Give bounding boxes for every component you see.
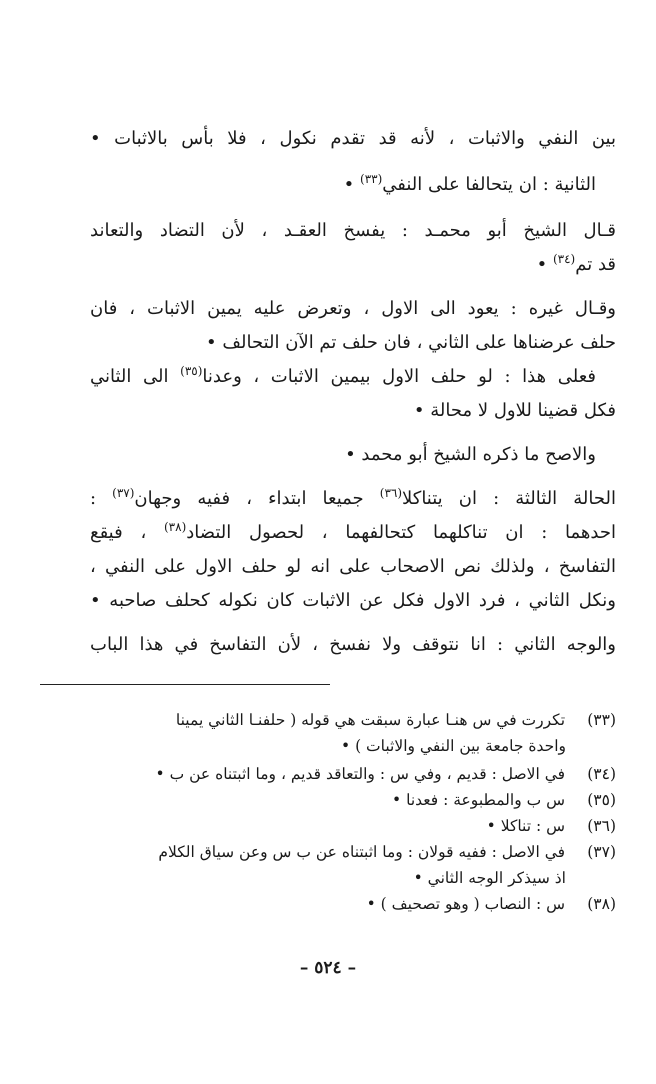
body-line-13: ونكل الثاني ، فرد الاول فكل عن الاثبات كان نكوله كحلف صاحبه •: [90, 590, 616, 611]
footnote-number: (٣٧): [587, 843, 616, 861]
footnote-36: (٣٦) س : تناكلا •: [40, 814, 616, 838]
body-line-14: والوجه الثاني : انا نتوقف ولا نفسخ ، لأن التفاسخ في هذا الباب: [90, 634, 616, 655]
footnote-marker-38: (٣٨): [163, 520, 187, 534]
footnote-number: (٣٦): [587, 817, 616, 835]
body-line-12: التفاسخ ، ولذلك نص الاصحاب على انه لو حلف الاول على النفي ،: [90, 556, 616, 577]
footnote-separator: [40, 684, 330, 685]
footnote-33: (٣٣) تكررت في س هنـا عبارة سبقت هي قوله ( حلفنـا الثاني يمينا: [40, 708, 616, 732]
body-line-11: احدهما : ان تناكلهما كتحالفهما ، لحصول التضاد$^{(٣٨)}$ ، فيقع: [90, 520, 616, 543]
footnote-marker-37: (٣٧): [112, 486, 135, 500]
footnote-37-cont: اذ سيذكر الوجه الثاني •: [413, 869, 566, 887]
body-line-9: والاصح ما ذكره الشيخ أبو محمد •: [345, 444, 596, 465]
footnote-marker-36: (٣٦): [379, 486, 403, 500]
body-line-4: قد تم$^{(٣٤)}$ •: [536, 252, 616, 275]
body-line-7: فعلى هذا : لو حلف الاول بيمين الاثبات ، وعدنا$^{(٣٥)}$ الى الثاني: [90, 364, 596, 387]
footnote-33-cont: واحدة جامعة بين النفي والاثبات ) •: [341, 737, 566, 755]
footnote-marker-35: (٣٥): [180, 364, 203, 378]
footnote-marker-34: (٣٤): [552, 252, 576, 266]
body-line-8: فكل قضينا للاول لا محالة •: [413, 400, 616, 421]
footnote-38: (٣٨) س : النصاب ( وهو تصحيف ) •: [40, 892, 616, 916]
footnote-35: (٣٥) س ب والمطبوعة : فعدنا •: [40, 788, 616, 812]
footnote-37: (٣٧) في الاصل : ففيه قولان : وما اثبتناه عن ب س وعن سياق الكلام: [40, 840, 616, 864]
body-line-5: وقـال غيره : يعود الى الاول ، وتعرض عليه يمين الاثبات ، فان: [90, 298, 616, 319]
body-line-1: بين النفي والاثبات ، لأنه قد تقدم نكول ، فلا بأس بالاثبات •: [90, 128, 616, 149]
footnote-34: (٣٤) في الاصل : قديم ، وفي س : والتعاقد قديم ، وما اثبتناه عن ب •: [40, 762, 616, 786]
body-line-2: الثانية : ان يتحالفا على النفي$^{(٣٣)}$ •: [343, 172, 596, 195]
body-line-10: الحالة الثالثة : ان يتناكلا$^{(٣٦)}$ جميعا ابتداء ، ففيه وجهان$^{(٣٧)}$ :: [90, 486, 616, 509]
footnote-number: (٣٨): [587, 895, 616, 913]
body-line-3: قـال الشيخ أبو محمـد : يفسخ العقـد ، لأن التضاد والتعاند: [90, 220, 616, 241]
footnote-number: (٣٤): [587, 765, 616, 783]
page-number: – ٥٢٤ –: [299, 958, 357, 978]
body-line-6: حلف عرضناها على الثاني ، فان حلف تم الآن التحالف •: [206, 332, 616, 353]
footnote-number: (٣٥): [587, 791, 616, 809]
footnote-marker-33: (٣٣): [360, 172, 383, 186]
footnote-number: (٣٣): [587, 711, 616, 729]
